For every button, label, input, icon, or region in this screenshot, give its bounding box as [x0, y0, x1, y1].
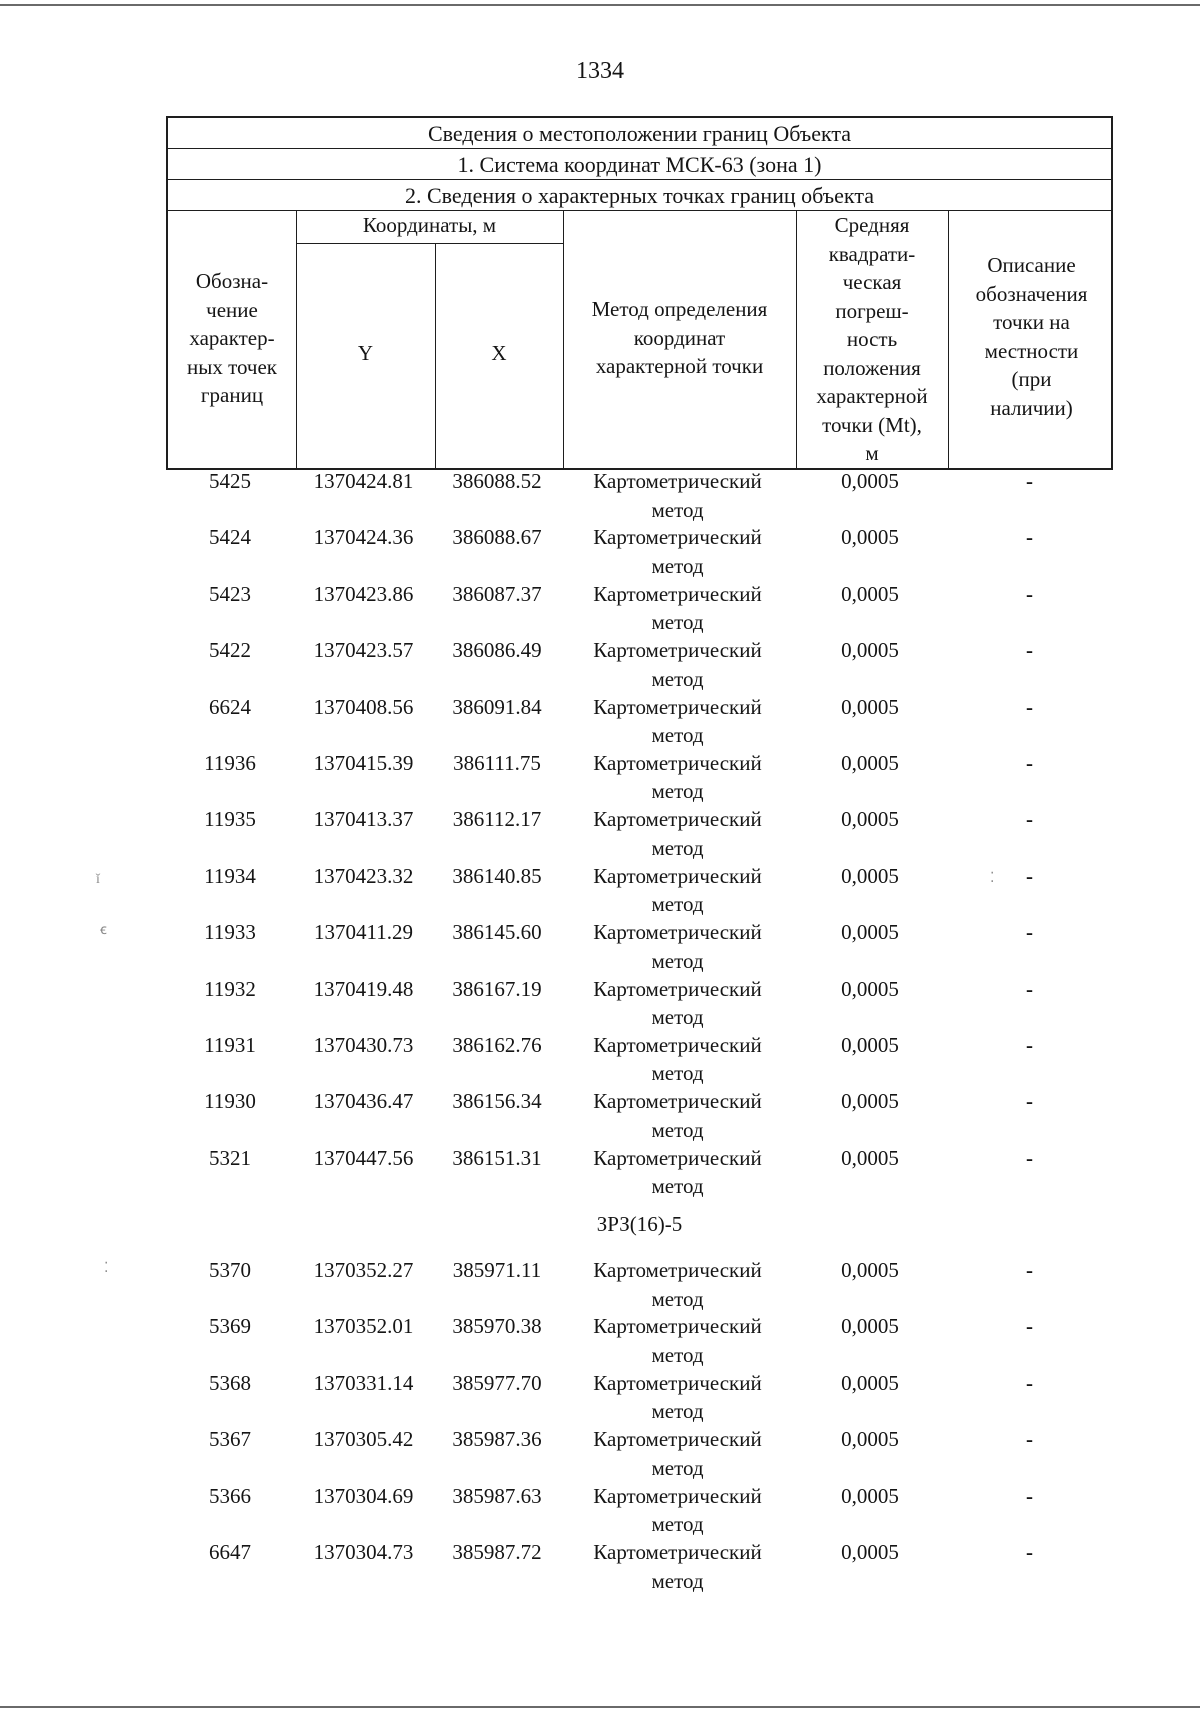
- method-cell: Картометрический метод: [593, 581, 762, 635]
- method-cell: Картометрический метод: [593, 1483, 762, 1537]
- x-coordinate-cell: 386087.37: [452, 581, 542, 606]
- description-cell: -: [1026, 1427, 1033, 1452]
- description-cell: -: [1026, 525, 1033, 550]
- y-coordinate-cell: 1370304.73: [313, 1540, 414, 1565]
- coordinates-divider: [296, 243, 563, 244]
- x-coordinate-cell: 386086.49: [452, 638, 542, 663]
- y-coordinate-cell: 1370423.57: [313, 638, 414, 663]
- y-coordinate-cell: 1370423.86: [313, 581, 414, 606]
- x-coordinate-cell: 386151.31: [452, 1145, 542, 1170]
- method-cell: Картометрический метод: [593, 1427, 762, 1480]
- x-coordinate-cell: 385977.70: [452, 1370, 542, 1395]
- table-row: [166, 523, 1113, 579]
- method-cell: Картометрический метод: [593, 638, 762, 691]
- point-id-cell: 5321: [209, 1145, 251, 1170]
- error-cell: 0,0005: [841, 1089, 899, 1114]
- x-coordinate-cell: 386162.76: [452, 1032, 542, 1057]
- x-coordinate-cell: 386167.19: [452, 976, 542, 1001]
- table-row: [166, 467, 1113, 523]
- x-coordinate-cell: 386088.52: [452, 469, 542, 493]
- table-row: [166, 1538, 1113, 1594]
- page-number: 1334: [576, 58, 624, 84]
- method-cell: Картометрический метод: [593, 469, 762, 522]
- point-id-cell: 6624: [209, 694, 251, 719]
- x-coordinate-cell: 386112.17: [452, 807, 542, 832]
- header-error: Средняя квадрати- ческая погреш- ность положения характерной точки (Mt), м: [816, 213, 928, 465]
- point-id-cell: 11936: [204, 750, 256, 775]
- section-label: ЗРЗ(16)-5: [596, 1212, 683, 1237]
- x-coordinate-cell: 386140.85: [452, 863, 542, 888]
- y-coordinate-cell: 1370436.47: [313, 1089, 414, 1114]
- description-cell: -: [1026, 581, 1033, 606]
- y-coordinate-cell: 1370352.01: [313, 1314, 414, 1339]
- scan-edge-bottom: [0, 1706, 1200, 1708]
- y-coordinate-cell: 1370430.73: [313, 1032, 414, 1057]
- description-cell: -: [1026, 638, 1033, 663]
- y-coordinate-cell: 1370305.42: [313, 1427, 414, 1452]
- description-cell: -: [1026, 750, 1033, 775]
- point-id-cell: 5424: [209, 525, 251, 550]
- y-coordinate-cell: 1370408.56: [313, 694, 414, 719]
- column-headers: [168, 211, 1111, 468]
- error-cell: 0,0005: [841, 1483, 899, 1508]
- point-id-cell: 5425: [209, 469, 251, 493]
- y-coordinate-cell: 1370447.56: [313, 1145, 414, 1170]
- error-cell: 0,0005: [841, 807, 899, 832]
- point-id-cell: 11932: [204, 976, 256, 1001]
- method-cell: Картометрический метод: [593, 750, 762, 804]
- method-cell: Картометрический метод: [593, 920, 762, 973]
- header-description: Описание обозначения точки на местности (при наличии): [975, 253, 1088, 420]
- point-id-cell: 5422: [209, 638, 251, 663]
- point-id-cell: 5369: [209, 1314, 251, 1339]
- scan-edge-top: [0, 4, 1200, 6]
- x-coordinate-cell: 385987.72: [452, 1540, 542, 1565]
- description-cell: -: [1026, 863, 1033, 888]
- table-row: [166, 1087, 1113, 1143]
- y-coordinate-cell: 1370424.36: [313, 525, 414, 550]
- point-id-cell: 5368: [209, 1370, 251, 1395]
- error-cell: 0,0005: [841, 976, 899, 1001]
- table-row: [166, 1256, 1113, 1312]
- error-cell: 0,0005: [841, 581, 899, 606]
- description-cell: -: [1026, 920, 1033, 945]
- method-cell: Картометрический метод: [593, 1540, 762, 1593]
- table-row: [166, 749, 1113, 805]
- description-cell: -: [1026, 1370, 1033, 1395]
- description-cell: -: [1026, 1483, 1033, 1508]
- error-cell: 0,0005: [841, 863, 899, 888]
- description-cell: -: [1026, 1258, 1033, 1283]
- description-cell: -: [1026, 1089, 1033, 1114]
- x-coordinate-cell: 386145.60: [452, 920, 542, 945]
- description-cell: -: [1026, 807, 1033, 832]
- document-page: 1334 Сведения о местоположении границ Объекта 1. Система координат МСК-63 (зона 1) 2. Сведения о характерных точках границ объекта Обозна- чение характер- ных точек границ Координаты, м Y X Метод определения координат характерной точки Средняя квадрати- ческая погреш- ность положения характерной точки (Mt), м Описание обозначения точки на местности (при наличии) 5425 1370424.81 386088.52 0,0005 - Картометрический метод 5424 1370424.36 386088.67 0,0005 - Картометрический метод 5423 1370423.86 386087.37 0,0005 - Картометрический метод 5422 1370423.57 386086.49 0,0005 - Картометрический метод 6624 1370408.56 386091.84 0,0005 - Картометрический метод 11936 1370415.39 386111.75 0,0005 - Картометрический метод 11935 1370413.37 386112.17 0,0005 - Картометрический метод 11934 1370423.32 386140.85 0,0005 - Картометрический метод 11933 1370411.29 386145.60 0,0005 - Картометрический метод 11932 1370419.48 386167.19 0,0005 - Картометрический метод 11931 1370430.73 386162.76 0,0005 - Картометрический метод 11930 1370436.47 386156.34 0,0005 - Картометрический метод 5321 1370447.56 386151.31 0,0005 - Картометрический метод ЗРЗ(16)-5 5370 1370352.27 385971.11 0,0005 - Картометрический метод 5369 1370352.01 385970.38 0,0005 - Картометрический метод 5368 1370331.14 385977.70 0,0005 - Картометрический метод 5367 1370305.42 385987.36 0,0005 - Картометрический метод 5366 1370304.69 385987.63 0,0005 - Картометрический метод 6647 1370304.73 385987.72 0,0005 - Картометрический метод ǐ ꞓ ⁚ ⁚: [0, 0, 1200, 1712]
- point-id-cell: 11935: [204, 807, 256, 832]
- description-cell: -: [1026, 1540, 1033, 1565]
- description-cell: -: [1026, 1145, 1033, 1170]
- y-coordinate-cell: 1370413.37: [313, 807, 414, 832]
- table-row: [166, 1369, 1113, 1425]
- y-coordinate-cell: 1370352.27: [313, 1258, 414, 1283]
- error-cell: 0,0005: [841, 920, 899, 945]
- table-row: [166, 636, 1113, 692]
- description-cell: -: [1026, 976, 1033, 1001]
- y-coordinate-cell: 1370419.48: [313, 976, 414, 1001]
- error-cell: 0,0005: [841, 1314, 899, 1339]
- x-coordinate-cell: 386091.84: [452, 694, 542, 719]
- method-cell: Картометрический метод: [593, 976, 762, 1030]
- y-coordinate-cell: 1370423.32: [313, 863, 414, 888]
- error-cell: 0,0005: [841, 694, 899, 719]
- table-row: [166, 693, 1113, 749]
- method-cell: Картометрический метод: [593, 1370, 762, 1424]
- x-coordinate-cell: 385987.63: [452, 1483, 542, 1508]
- header-coordinates: Координаты, м: [362, 213, 497, 237]
- error-cell: 0,0005: [841, 1032, 899, 1057]
- description-cell: -: [1026, 469, 1033, 493]
- table-title: Сведения о местоположении границ Объекта: [168, 118, 1111, 149]
- error-cell: 0,0005: [841, 1540, 899, 1565]
- error-cell: 0,0005: [841, 469, 899, 493]
- description-cell: -: [1026, 1032, 1033, 1057]
- error-cell: 0,0005: [841, 525, 899, 550]
- point-id-cell: 11934: [204, 863, 256, 888]
- header-point-id: Обозна- чение характер- ных точек границ: [186, 269, 278, 407]
- point-id-cell: 5370: [209, 1258, 251, 1283]
- y-coordinate-cell: 1370304.69: [313, 1483, 414, 1508]
- x-coordinate-cell: 386156.34: [452, 1089, 542, 1114]
- point-id-cell: 11931: [204, 1032, 256, 1057]
- description-cell: -: [1026, 694, 1033, 719]
- points-group-zrz: [166, 1256, 1113, 1594]
- point-id-cell: 5367: [209, 1427, 251, 1452]
- error-cell: 0,0005: [841, 1145, 899, 1170]
- y-coordinate-cell: 1370331.14: [313, 1370, 414, 1395]
- table-row: [166, 1031, 1113, 1087]
- header-x: X: [491, 341, 507, 365]
- error-cell: 0,0005: [841, 1370, 899, 1395]
- method-cell: Картометрический метод: [593, 525, 762, 578]
- table-row: [166, 975, 1113, 1031]
- table-row: [166, 805, 1113, 861]
- error-cell: 0,0005: [841, 638, 899, 663]
- x-coordinate-cell: 385987.36: [452, 1427, 542, 1452]
- table-row: [166, 918, 1113, 974]
- method-cell: Картометрический метод: [593, 1258, 762, 1311]
- method-cell: Картометрический метод: [593, 694, 762, 748]
- table-row: [166, 1312, 1113, 1368]
- table-row: [166, 1482, 1113, 1538]
- error-cell: 0,0005: [841, 1427, 899, 1452]
- point-id-cell: 5423: [209, 581, 251, 606]
- method-cell: Картометрический метод: [593, 1032, 762, 1086]
- description-cell: -: [1026, 1314, 1033, 1339]
- x-coordinate-cell: 385970.38: [452, 1314, 542, 1339]
- point-id-cell: 11930: [204, 1089, 256, 1114]
- table-row: [166, 1144, 1113, 1200]
- method-cell: Картометрический метод: [593, 1145, 762, 1199]
- method-cell: Картометрический метод: [593, 1089, 762, 1142]
- table-row: [166, 580, 1113, 636]
- x-coordinate-cell: 386088.67: [452, 525, 542, 550]
- point-id-cell: 6647: [209, 1540, 251, 1565]
- method-cell: Картометрический метод: [593, 807, 762, 860]
- points-section-title: 2. Сведения о характерных точках границ объекта: [168, 180, 1111, 211]
- header-method: Метод определения координат характерной точки: [591, 297, 768, 378]
- table-row: [166, 862, 1113, 918]
- y-coordinate-cell: 1370415.39: [313, 750, 414, 775]
- table-header: [166, 116, 1113, 470]
- error-cell: 0,0005: [841, 1258, 899, 1283]
- point-id-cell: 11933: [204, 920, 256, 945]
- coordinate-system-title: 1. Система координат МСК-63 (зона 1): [168, 149, 1111, 180]
- header-y: Y: [357, 341, 374, 365]
- x-coordinate-cell: 386111.75: [453, 750, 541, 775]
- method-cell: Картометрический метод: [593, 1314, 762, 1367]
- table-body: [166, 467, 1113, 1594]
- table-row: [166, 1425, 1113, 1481]
- x-coordinate-cell: 385971.11: [452, 1258, 542, 1283]
- y-coordinate-cell: 1370411.29: [314, 920, 413, 945]
- points-group: [166, 467, 1113, 1200]
- error-cell: 0,0005: [841, 750, 899, 775]
- y-coordinate-cell: 1370424.81: [313, 469, 414, 493]
- point-id-cell: 5366: [209, 1483, 251, 1508]
- method-cell: Картометрический метод: [593, 863, 762, 917]
